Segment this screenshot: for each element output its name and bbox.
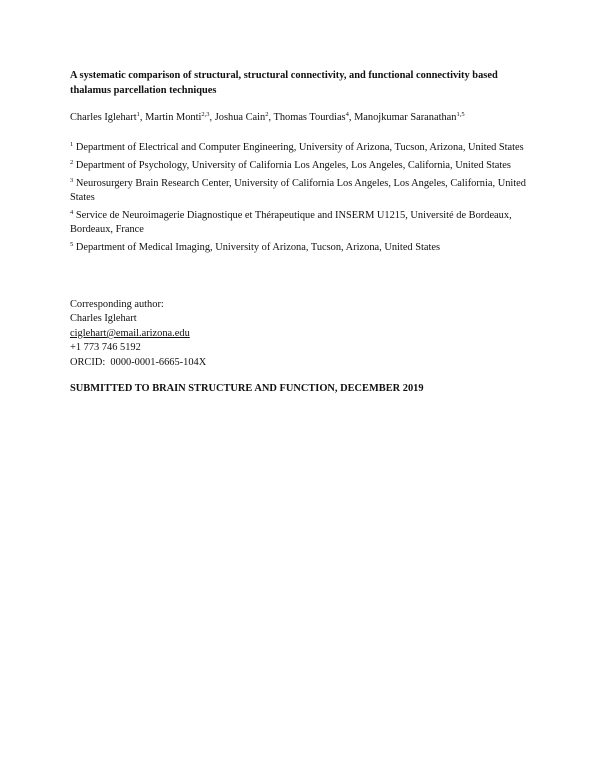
- author: Thomas Tourdias$^4$,: [273, 111, 355, 123]
- author: Martin Monti$^{2,3}$,: [145, 111, 215, 123]
- orcid-line: [70, 356, 540, 370]
- affiliation: $^1$ Department of Electrical and Computer Engineering, University of Arizona, Tucson, Arizona, United States: [70, 141, 524, 153]
- author-list: [70, 111, 540, 125]
- orcid-value: 0000-0001-6665-104X: [110, 356, 207, 368]
- author: Manojkumar Saranathan$^{1,5}$: [354, 111, 465, 123]
- author: Charles Iglehart$^1$,: [70, 111, 146, 123]
- affiliation: $^3$ Neurosurgery Brain Research Center, University of California Los Angeles, Los Angeles, California, United States: [70, 177, 526, 203]
- corresponding-phone: +1 773 746 5192: [70, 342, 141, 354]
- affiliation-list: [70, 141, 540, 259]
- author: Joshua Cain$^2$,: [214, 111, 274, 123]
- affiliation: $^4$ Service de Neuroimagerie Diagnostique et Thérapeutique and INSERM U1215, Université de Bordeaux, Bordeaux, France: [70, 209, 512, 235]
- paper-title: A systematic comparison of structural, structural connectivity, and functional connectivity based thalamus parcellation techniques: [70, 70, 498, 96]
- affiliation: $^2$ Department of Psychology, University of California Los Angeles, Los Angeles, California, United States: [70, 159, 511, 171]
- corresponding-email-link[interactable]: ciglehart@email.arizona.edu: [70, 327, 190, 339]
- submission-note: SUBMITTED TO BRAIN STRUCTURE AND FUNCTION, DECEMBER 2019: [70, 383, 424, 394]
- corresponding-heading: Corresponding author:: [70, 299, 164, 310]
- corresponding-author-block: [70, 298, 540, 370]
- orcid-label: ORCID:: [70, 356, 106, 368]
- corresponding-name: Charles Iglehart: [70, 313, 137, 325]
- affiliation: $^5$ Department of Medical Imaging, University of Arizona, Tucson, Arizona, United States: [70, 241, 441, 253]
